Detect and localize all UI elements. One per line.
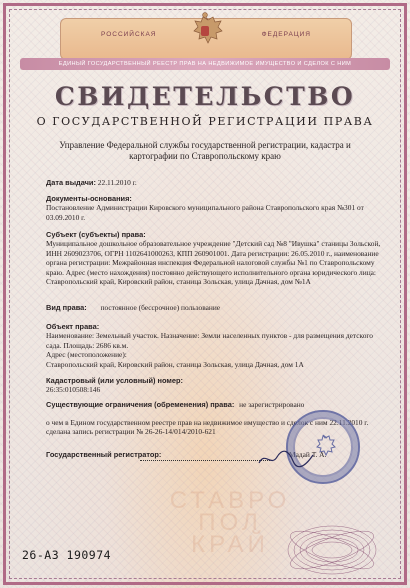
registry-note: о чем в Едином государственном реестре прав на недвижимое имущество и сделок с ним 22.11.2010 г. сделана запись регистрации № 26-26-14/014/2010-621 — [46, 418, 369, 437]
watermark-line-3: КРАЙ — [191, 531, 269, 558]
object-label: Объект права: — [46, 322, 100, 331]
encumbrance-value: не зарегистрировано — [239, 400, 305, 409]
watermark-line-1: СТАВРО — [169, 487, 291, 514]
handwritten-signature-icon — [255, 447, 325, 471]
object-address-label: Адрес (местоположение): — [46, 350, 127, 360]
registrar-label: Государственный регистратор: — [46, 450, 162, 459]
serial-number: 26-АЗ 190974 — [22, 548, 112, 562]
issue-date-label: Дата выдачи: — [46, 178, 96, 187]
encumbrance-row — [46, 400, 386, 409]
issue-date-row — [46, 178, 386, 187]
subject-value: Муниципальное дошкольное образовательное учреждение "Детский сад №8 "Ивушка" станицы Зольской, ИНН 2609023706, ОГРН 1102641000263, КПП 260901001. Дата регистрации: 26.05.2010 г., наименование органа регистрации: Межрайонная инспекция Федеральной налоговой службы №1 по Ставропольскому краю. Адрес (место нахождения) постоянно действующего исполнительного органа юридического лица: Ставропольский край, Кировский район, станица Зольская, улица Дачная, дом №1А — [46, 239, 381, 287]
signature-line — [140, 460, 270, 461]
cadastral-value: 26:35:010508:146 — [46, 385, 101, 395]
right-type-row — [46, 303, 386, 312]
watermark-line-2: ПОЛ — [198, 509, 262, 536]
right-type-value: постоянное (бессрочное) пользование — [100, 303, 221, 312]
cadastral-label: Кадастровый (или условный) номер: — [46, 376, 183, 385]
ribbon-right-text: ФЕДЕРАЦИЯ — [261, 31, 311, 38]
registrar-name: Мадай Т. А. — [289, 450, 327, 459]
issue-date-value: 22.11.2010 г. — [97, 178, 137, 187]
object-address: Ставропольский край, Кировский район, станица Зольская, улица Дачная, дом 1А — [46, 359, 304, 369]
document-subtitle: О ГОСУДАРСТВЕННОЙ РЕГИСТРАЦИИ ПРАВА — [36, 115, 374, 128]
guilloche-rosette-icon — [282, 520, 382, 580]
ribbon-left-text: РОССИЙСКАЯ — [101, 31, 157, 38]
subject-label: Субъект (субъекты) права: — [46, 230, 146, 239]
grounds-block — [46, 194, 386, 222]
cadastral-block — [46, 376, 386, 395]
right-type-label: Вид права: — [46, 303, 87, 312]
subject-block — [46, 230, 386, 286]
object-block — [46, 322, 386, 369]
double-headed-eagle-icon — [184, 10, 226, 54]
grounds-value: Постановление Администрации Кировского муниципального района Ставропольского края №301 от 03.09.2010 г. — [46, 203, 364, 222]
issuing-authority: Управление Федеральной службы государственной регистрации, кадастра и картографии по Ставропольскому краю — [59, 140, 351, 161]
document-title: СВИДЕТЕЛЬСТВО — [54, 82, 356, 111]
grounds-label: Документы-основания: — [46, 194, 132, 203]
object-value: Наименование: Земельный участок. Назначение: Земли населенных пунктов - для размещения детского сада. Площадь: 2686 кв.м. — [46, 331, 373, 350]
registry-band: ЕДИНЫЙ ГОСУДАРСТВЕННЫЙ РЕЕСТР ПРАВ НА НЕДВИЖИМОЕ ИМУЩЕСТВО И СДЕЛОК С НИМ — [20, 58, 390, 70]
encumbrance-label: Существующие ограничения (обременения) права: — [46, 400, 235, 409]
watermark — [160, 487, 300, 558]
